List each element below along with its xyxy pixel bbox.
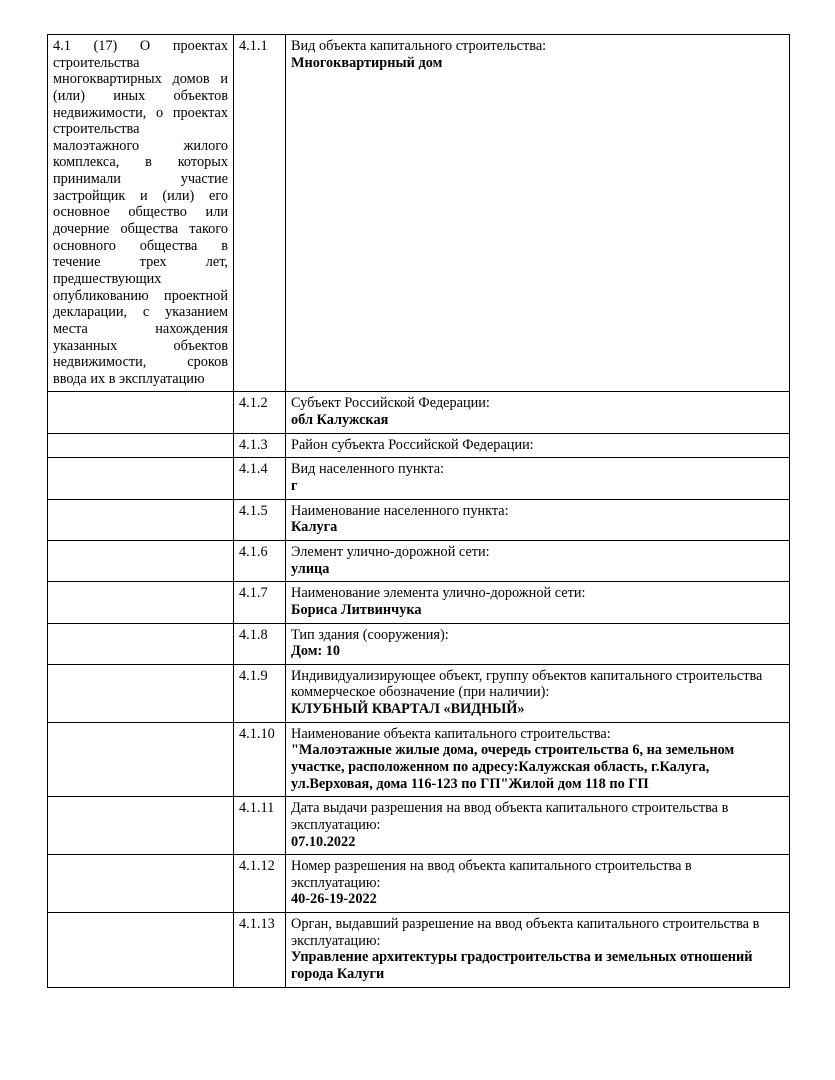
row-code: 4.1.10	[234, 722, 286, 797]
row-value: Дом: 10	[291, 643, 341, 660]
table-row	[48, 35, 790, 392]
row-value: обл Калужская	[291, 412, 389, 429]
row-value: 07.10.2022	[291, 833, 356, 850]
row-label: Вид населенного пункта:	[291, 461, 445, 478]
table-row	[48, 855, 790, 913]
row-content	[286, 664, 790, 722]
row-content	[286, 35, 790, 392]
empty-cell	[48, 499, 234, 540]
row-label: Индивидуализирующее объект, группу объектов капитального строительства коммерческое обозначение (при наличии):	[291, 667, 763, 701]
row-content	[286, 499, 790, 540]
row-content	[286, 433, 790, 458]
empty-cell	[48, 392, 234, 433]
table-row	[48, 433, 790, 458]
empty-cell	[48, 458, 234, 499]
empty-cell	[48, 797, 234, 855]
row-code: 4.1.8	[234, 623, 286, 664]
row-value: Бориса Литвинчука	[291, 601, 422, 618]
table-row	[48, 722, 790, 797]
empty-cell	[48, 623, 234, 664]
row-value: КЛУБНЫЙ КВАРТАЛ «ВИДНЫЙ»	[291, 701, 525, 718]
table-row	[48, 664, 790, 722]
table-row	[48, 582, 790, 623]
row-value: Калуга	[291, 519, 338, 536]
row-content	[286, 913, 790, 988]
row-content	[286, 855, 790, 913]
row-label: Тип здания (сооружения):	[291, 626, 449, 643]
row-code: 4.1.9	[234, 664, 286, 722]
row-value: Управление архитектуры градостроительства и земельных отношений города Калуги	[291, 949, 753, 983]
empty-cell	[48, 722, 234, 797]
table-row	[48, 392, 790, 433]
row-label: Номер разрешения на ввод объекта капитального строительства в эксплуатацию:	[291, 858, 692, 891]
row-code: 4.1.12	[234, 855, 286, 913]
row-code: 4.1.11	[234, 797, 286, 855]
table-row	[48, 540, 790, 581]
row-code: 4.1.3	[234, 433, 286, 458]
row-value: Многоквартирный дом	[291, 54, 443, 71]
empty-cell	[48, 582, 234, 623]
row-code: 4.1.4	[234, 458, 286, 499]
row-code: 4.1.7	[234, 582, 286, 623]
empty-cell	[48, 664, 234, 722]
row-code: 4.1.6	[234, 540, 286, 581]
row-content	[286, 392, 790, 433]
table-row	[48, 458, 790, 499]
row-code: 4.1.5	[234, 499, 286, 540]
empty-cell	[48, 540, 234, 581]
row-content	[286, 458, 790, 499]
row-value: 40-26-19-2022	[291, 891, 377, 908]
row-content	[286, 623, 790, 664]
row-label: Дата выдачи разрешения на ввод объекта капитального строительства в эксплуатацию:	[291, 800, 729, 833]
row-code: 4.1.13	[234, 913, 286, 988]
table-row	[48, 623, 790, 664]
row-value: улица	[291, 560, 330, 577]
row-content	[286, 797, 790, 855]
table-row	[48, 913, 790, 988]
row-value: г	[291, 478, 298, 495]
row-content	[286, 582, 790, 623]
row-label: Наименование объекта капитального строительства:	[291, 725, 611, 742]
row-content	[286, 722, 790, 797]
row-label: Вид объекта капитального строительства:	[291, 38, 547, 54]
section-title: 4.1 (17) О проектах строительства многоквартирных домов и (или) иных объектов недвижимости, о проектах строительства малоэтажного жилого комплекса, в которых принимали участие застройщик и (или) его основное общество или дочерние общества такого основного общества в течение трех лет, предшествующих опубликованию проектной декларации, с указанием места нахождения указанных объектов недвижимости, сроков ввода их в эксплуатацию	[53, 38, 228, 387]
row-label: Наименование элемента улично-дорожной сети:	[291, 585, 586, 602]
row-code: 4.1.1	[234, 35, 286, 392]
row-code: 4.1.2	[234, 392, 286, 433]
row-content	[286, 540, 790, 581]
row-label: Элемент улично-дорожной сети:	[291, 543, 490, 560]
empty-cell	[48, 855, 234, 913]
table-row	[48, 797, 790, 855]
row-label: Наименование населенного пункта:	[291, 502, 509, 519]
empty-cell	[48, 433, 234, 458]
section-title-cell	[48, 35, 234, 392]
declaration-table	[47, 34, 790, 988]
row-label: Район субъекта Российской Федерации:	[291, 436, 534, 453]
row-label: Орган, выдавший разрешение на ввод объекта капитального строительства в эксплуатацию:	[291, 916, 760, 949]
row-value: "Малоэтажные жилые дома, очередь строительства 6, на земельном участке, расположенном по адресу:Калужская область, г.Калуга, ул.Верховая, дома 116-123 по ГП"Жилой дом 118 по ГП	[291, 742, 735, 792]
table-row	[48, 499, 790, 540]
row-label: Субъект Российской Федерации:	[291, 395, 490, 412]
empty-cell	[48, 913, 234, 988]
